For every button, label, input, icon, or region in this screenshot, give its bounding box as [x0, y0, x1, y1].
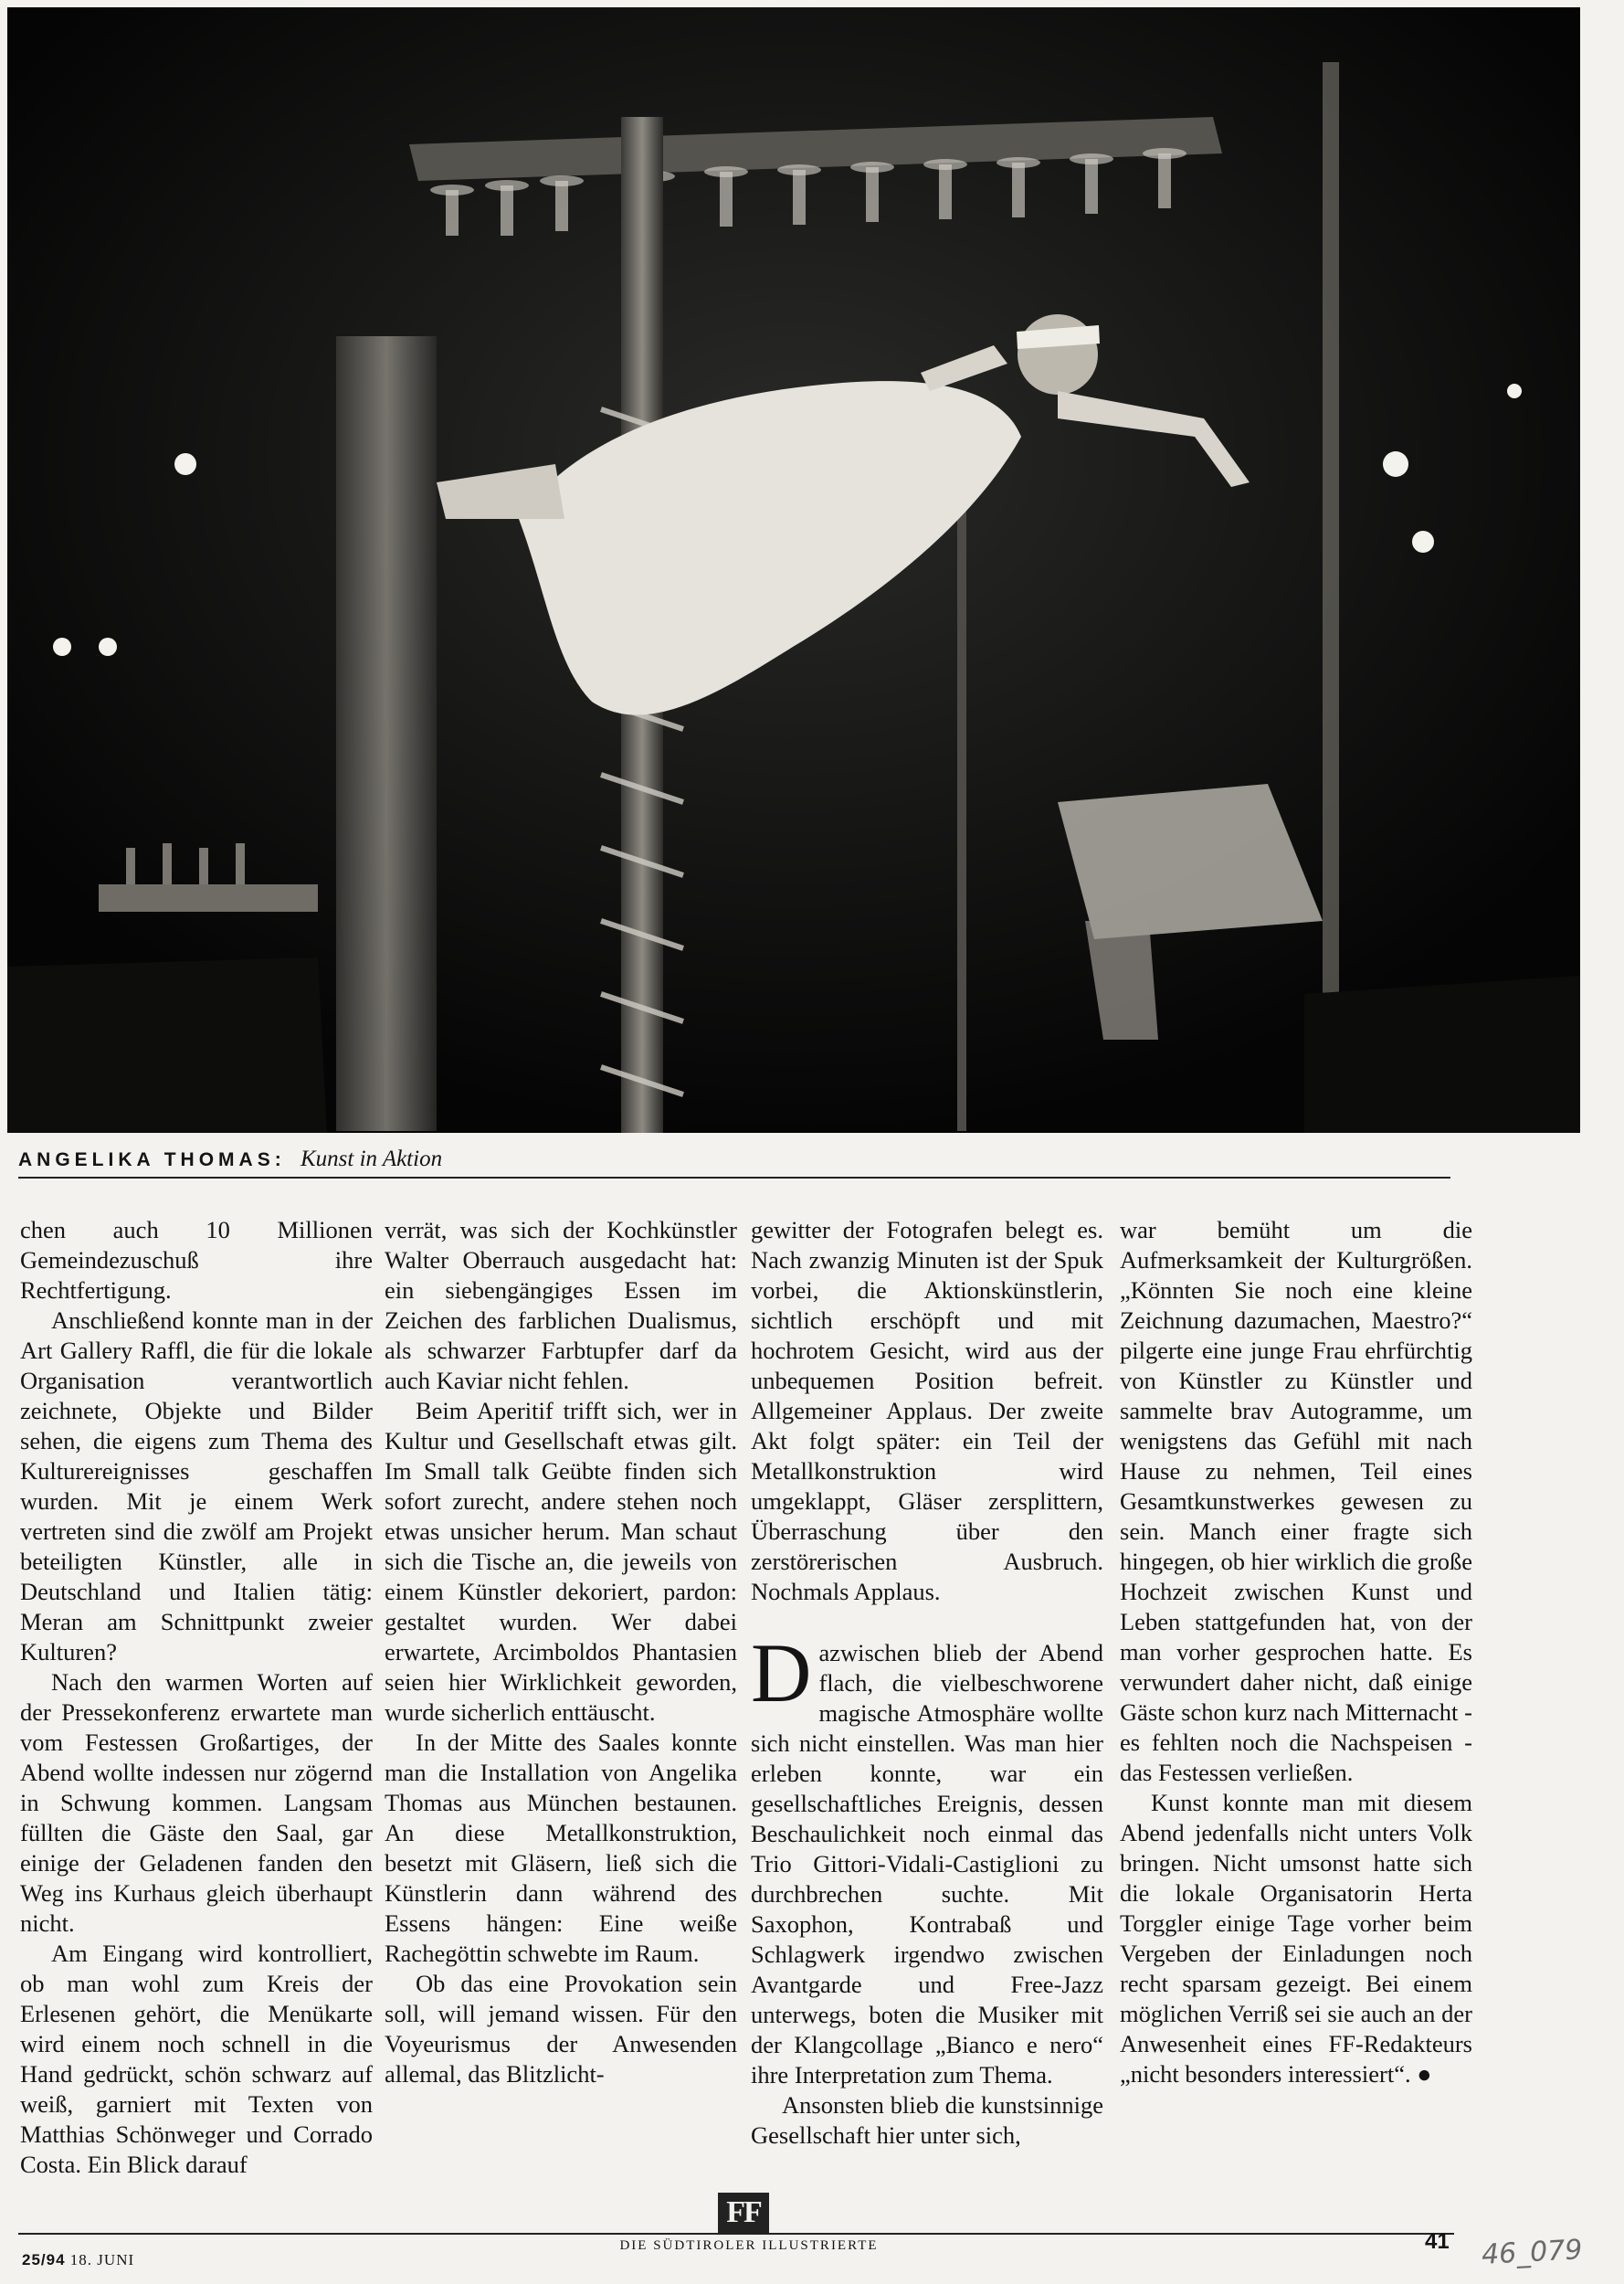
paragraph: Ansonsten blieb die kunstsinnige Gesellschaft hier unter sich, [751, 2091, 1103, 2149]
text-column-2 [385, 1215, 737, 2089]
caption-divider [18, 1177, 1450, 1179]
dropcap: D [751, 1626, 812, 1719]
photo-caption [18, 1146, 1452, 1173]
paragraph: Kunst konnte man mit diesem Abend jedenfalls nicht unters Volk bringen. Nicht umsonst hatte sich die lokale Organisatorin Herta Torggler einige Tage vorher beim Vergeben der Einladungen noch recht sparsam gezeigt. Bei einem möglichen Verriß sei sie auch an der Anwesenheit eines FF-Redakteurs „nicht besonders interessiert“. ● [1120, 1789, 1472, 2088]
issue-info [22, 2251, 134, 2269]
paragraph: gewitter der Fotografen belegt es. Nach zwanzig Minuten ist der Spuk vorbei, die Aktionskünstlerin, sichtlich erschöpft und mit hochrotem Gesicht, wird aus der unbequemen Position befreit. Allgemeiner Applaus. Der zweite Akt folgt später: ein Teil der Metallkonstruktion wird umgeklappt, Gläser zersplittern, Überraschung über den zerstörerischen Ausbruch. Nochmals Applaus. [751, 1216, 1103, 1605]
paragraph: verrät, was sich der Kochkünstler Walter Oberrauch ausgedacht hat: ein siebengängiges Essen im Zeichen des farblichen Dualismus, als schwarzer Farbtupfer darf da auch Kaviar nicht fehlen. [385, 1216, 737, 1394]
paragraph: Nach den warmen Worten auf der Pressekonferenz erwartete man vom Festessen Großartiges, der Abend wollte indessen nur zögernd in Schwung kommen. Langsam füllten die Gäste den Saal, gar einige der Geladenen fanden den Weg ins Kurhaus gleich überhaupt nicht. [20, 1668, 373, 1937]
paragraph: In der Mitte des Saales konnte man die Installation von Angelika Thomas aus München bestaunen. An diese Metallkonstruktion, besetzt mit Gläsern, ließ sich die Künstlerin dann während des Essens hängen: Eine weiße Rachegöttin schwebte im Raum. [385, 1729, 737, 1967]
footer-divider [18, 2233, 1454, 2235]
ff-logo: FF [718, 2193, 769, 2233]
paragraph-text: azwischen blieb der Abend flach, die vielbeschworene magische Atmosphäre wollte sich nicht einstellen. Was man hier erleben konnte, war ein gesellschaftliches Ereignis, dessen Beschaulichkeit noch einmal das Trio Gittori-Vidali-Castiglioni zu durchbrechen suchte. Mit Saxophon, Kontrabaß und Schlagwerk irgendwo zwischen Avantgarde und Free-Jazz unterwegs, boten die Musiker mit der Klangcollage „Bianco e nero“ ihre Interpretation zum Thema. [751, 1639, 1103, 2088]
issue-date: 18. JUNI [69, 2251, 135, 2268]
text-column-4 [1120, 1215, 1472, 2089]
paragraph: Am Eingang wird kontrolliert, ob man wohl zum Kreis der Erlesenen gehört, die Menükarte wird einem noch schnell in die Hand gedrückt, schön schwarz auf weiß, garniert mit Texten von Matthias Schönweger und Corrado Costa. Ein Blick darauf [20, 1940, 373, 2178]
page-number: 41 [1425, 2229, 1450, 2254]
paragraph: Beim Aperitif trifft sich, wer in Kultur und Gesellschaft etwas gilt. Im Small talk Geübte finden sich sofort zurecht, andere stehen noch etwas unsicher herum. Man schaut sich die Tische an, die jeweils von einem Künstler dekoriert, pardon: gestaltet wurden. Wer dabei erwartete, Arcimboldos Phantasien seien hier Wirklichkeit geworden, wurde sicherlich enttäuscht. [385, 1397, 737, 1726]
photo-performance-icon [7, 7, 1580, 1133]
issue-number: 25/94 [22, 2251, 66, 2268]
photo-credit: ANGELIKA THOMAS: [18, 1149, 286, 1170]
photo-title: Kunst in Aktion [300, 1147, 443, 1171]
paragraph: chen auch 10 Millionen Gemeindezuschuß ihre Rechtfertigung. [20, 1216, 373, 1304]
text-column-3 [751, 1215, 1103, 2151]
magazine-name: DIE SÜDTIROLER ILLUSTRIERTE [619, 2238, 879, 2253]
paragraph-with-dropcap [751, 1626, 1103, 2090]
text-column-1 [20, 1215, 373, 2180]
archive-mark: 46_079 [1481, 2234, 1584, 2271]
performance-photo [7, 7, 1580, 1133]
paragraph: war bemüht um die Aufmerksamkeit der Kulturgrößen. „Könnten Sie noch eine kleine Zeichnung dazumachen, Maestro?“ pilgerte eine junge Frau ehrfürchtig von Künstler zu Künstler und sammelte brav Autogramme, um wenigstens das Gefühl mit nach Hause zu nehmen, Teil eines Gesamtkunstwerkes gewesen zu sein. Manch einer fragte sich hingegen, ob hier wirklich die große Hochzeit zwischen Kunst und Leben stattgefunden hat, von der man vorher gesprochen hatte. Es verwundert daher nicht, daß einige Gäste schon kurz nach Mitternacht - es fehlten noch die Nachspeisen - das Festessen verließen. [1120, 1216, 1472, 1786]
paragraph: Anschließend konnte man in der Art Gallery Raffl, die für die lokale Organisation verantwortlich zeichnete, Objekte und Bilder sehen, die eigens zum Thema des Kulturereignisses geschaffen wurden. Mit je einem Werk vertreten sind die zwölf am Projekt beteiligten Künstler, alle in Deutschland und Italien tätig: Meran am Schnittpunkt zweier Kulturen? [20, 1306, 373, 1665]
paragraph: Ob das eine Provokation sein soll, will jemand wissen. Für den Voyeurismus der Anwesenden allemal, das Blitzlicht- [385, 1970, 737, 2088]
